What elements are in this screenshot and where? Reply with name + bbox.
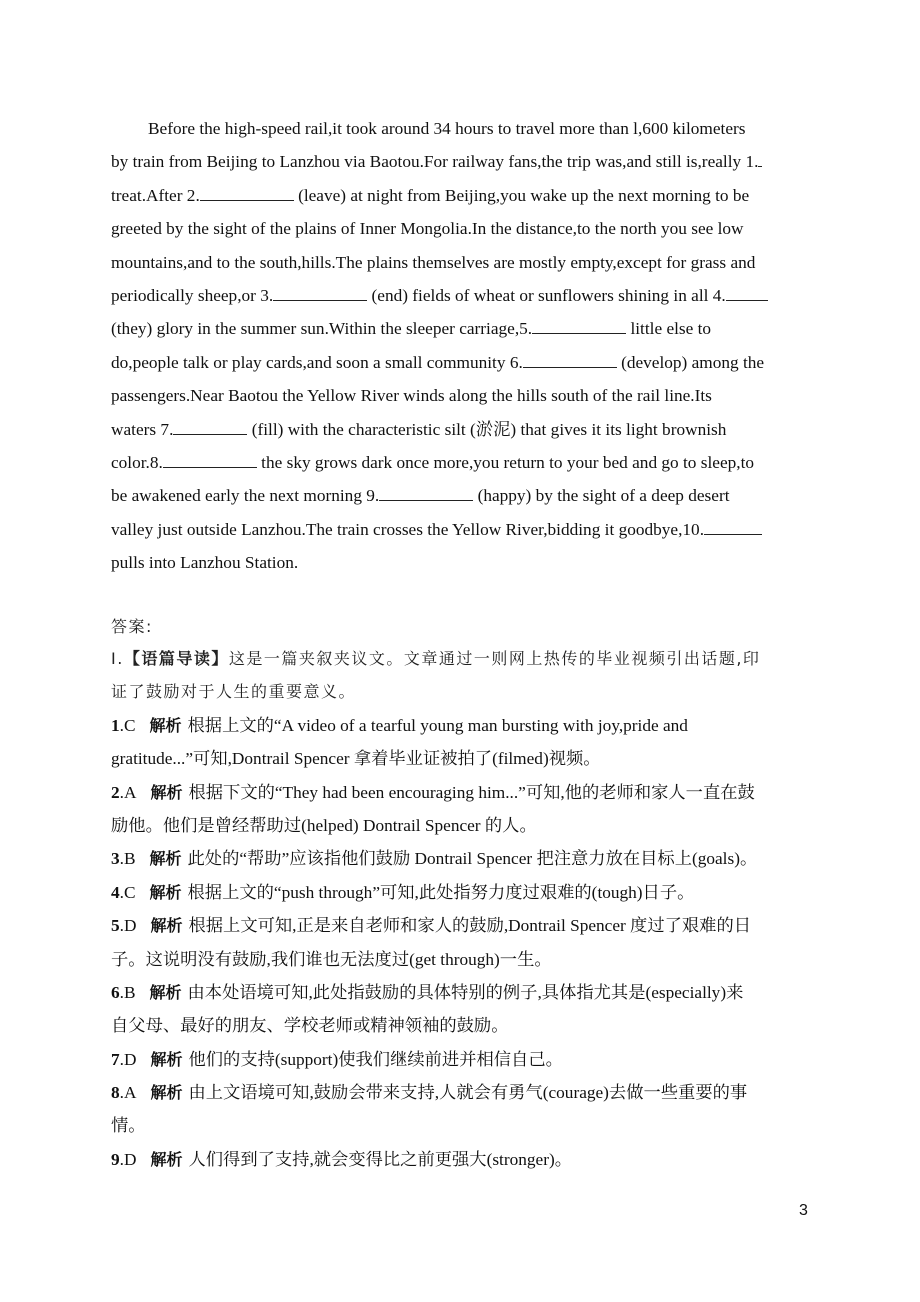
text: 根据上文可知,正是来自老师和家人的鼓励,Dontrail Spencer 度过了艰难的日 bbox=[188, 916, 752, 936]
answer-item-7 bbox=[111, 1043, 831, 1076]
answer-item-5 bbox=[111, 909, 831, 942]
text: pulls into Lanzhou Station. bbox=[111, 553, 299, 573]
answer-number: 5 bbox=[111, 916, 120, 936]
text: 证了鼓励对于人生的重要意义。 bbox=[111, 682, 357, 702]
text: 由本处语境可知,此处指鼓励的具体特别的例子,具体指尤其是(especially)来 bbox=[187, 982, 744, 1002]
answer-choice: .A bbox=[119, 1083, 137, 1103]
section-number: Ⅰ. bbox=[111, 649, 124, 668]
blank-9[interactable] bbox=[379, 485, 473, 501]
answer-number: 4 bbox=[111, 882, 120, 902]
answer-label: 答案: bbox=[111, 617, 153, 636]
text: 根据上文的“A video of a tearful young man bursting with joy,pride and bbox=[187, 715, 688, 735]
answer-number: 8 bbox=[111, 1083, 120, 1103]
text: passengers.Near Baotou the Yellow River winds along the hills south of the rail line.Its bbox=[111, 386, 712, 406]
analysis-keyword: 解析 bbox=[150, 916, 183, 936]
text: (develop) among the bbox=[616, 352, 765, 372]
text: (fill) with the characteristic silt (淤泥) that gives it its light brownish bbox=[247, 419, 727, 439]
text: 子。这说明没有鼓励,我们谁也无法度过(get through)一生。 bbox=[111, 949, 552, 969]
answer-choice: .C bbox=[119, 715, 136, 735]
text: treat.After 2. bbox=[111, 185, 200, 205]
answer-item-2-cont bbox=[111, 809, 831, 842]
passage-line bbox=[111, 346, 811, 379]
text: 由上文语境可知,鼓励会带来支持,人就会有勇气(courage)去做一些重要的事 bbox=[188, 1083, 748, 1103]
text: 人们得到了支持,就会变得比之前更强大(stronger)。 bbox=[188, 1149, 572, 1169]
answer-item-6-cont bbox=[111, 1009, 831, 1042]
answer-number: 7 bbox=[111, 1049, 120, 1069]
text: (end) fields of wheat or sunflowers shining in all 4. bbox=[367, 285, 726, 305]
answer-number: 6 bbox=[111, 982, 120, 1002]
reading-guide bbox=[111, 642, 831, 675]
answer-choice: .B bbox=[119, 982, 136, 1002]
analysis-keyword: 解析 bbox=[150, 1149, 183, 1169]
passage-line bbox=[111, 145, 811, 178]
text: greeted by the sight of the plains of Inner Mongolia.In the distance,to the north you see low bbox=[111, 219, 744, 239]
text: be awakened early the next morning 9. bbox=[111, 486, 380, 506]
answer-choice: .D bbox=[119, 1149, 137, 1169]
passage-line bbox=[111, 212, 811, 245]
passage-line bbox=[111, 112, 811, 145]
answer-item-1 bbox=[111, 709, 831, 742]
text: (happy) by the sight of a deep desert bbox=[473, 486, 730, 506]
analysis-keyword: 解析 bbox=[149, 882, 182, 902]
answer-item-5-cont bbox=[111, 943, 831, 976]
page-number: 3 bbox=[799, 1202, 808, 1219]
passage-line bbox=[111, 513, 811, 546]
blank-8[interactable] bbox=[163, 452, 257, 468]
text: do,people talk or play cards,and soon a small community 6. bbox=[111, 352, 523, 372]
answer-item-4 bbox=[111, 876, 831, 909]
text: 这是一篇夹叙夹议文。文章通过一则网上热传的毕业视频引出话题,印 bbox=[228, 649, 761, 668]
passage-line bbox=[111, 246, 811, 279]
text: 此处的“帮助”应该指他们鼓励 Dontrail Spencer 把注意力放在目标上(goals)。 bbox=[187, 849, 758, 869]
text: gratitude...”可知,Dontrail Spencer 拿着毕业证被拍了(filmed)视频。 bbox=[111, 749, 601, 769]
answer-item-1-cont bbox=[111, 742, 831, 775]
blank-5[interactable] bbox=[532, 318, 626, 334]
text: 自父母、最好的朋友、学校老师或精神领袖的鼓励。 bbox=[111, 1016, 509, 1036]
text: the sky grows dark once more,you return to your bed and go to sleep,to bbox=[256, 452, 755, 472]
blank-7[interactable] bbox=[173, 419, 247, 435]
reading-guide-cont bbox=[111, 675, 831, 708]
text: 他们的支持(support)使我们继续前进并相信自己。 bbox=[188, 1049, 563, 1069]
passage-line bbox=[111, 312, 811, 345]
text: periodically sheep,or 3. bbox=[111, 285, 274, 305]
passage-line bbox=[111, 479, 811, 512]
answer-item-2 bbox=[111, 776, 831, 809]
blank-6[interactable] bbox=[523, 352, 617, 368]
analysis-keyword: 解析 bbox=[150, 1083, 183, 1103]
answer-item-8-cont bbox=[111, 1109, 831, 1142]
answer-number: 3 bbox=[111, 849, 120, 869]
blank-4[interactable] bbox=[726, 285, 768, 301]
blank-3[interactable] bbox=[273, 285, 367, 301]
answer-item-6 bbox=[111, 976, 831, 1009]
passage-line bbox=[111, 179, 811, 212]
text: 根据上文的“push through”可知,此处指努力度过艰难的(tough)日子。 bbox=[187, 882, 695, 902]
answer-choice: .C bbox=[119, 882, 136, 902]
answer-number: 9 bbox=[111, 1149, 120, 1169]
analysis-keyword: 解析 bbox=[150, 782, 183, 802]
text: color.8. bbox=[111, 452, 163, 472]
text: mountains,and to the south,hills.The plains themselves are mostly empty,except for grass and bbox=[111, 252, 756, 272]
text: 根据下文的“They had been encouraging him...”可知,他的老师和家人一直在鼓 bbox=[188, 782, 755, 802]
answer-number: 2 bbox=[111, 782, 120, 802]
answer-choice: .A bbox=[119, 782, 137, 802]
analysis-keyword: 解析 bbox=[150, 1049, 183, 1069]
text: waters 7. bbox=[111, 419, 174, 439]
text: valley just outside Lanzhou.The train crosses the Yellow River,bidding it goodbye,10. bbox=[111, 519, 705, 539]
text: Before the high-speed rail,it took around 34 hours to travel more than l,600 kilometers bbox=[148, 119, 746, 138]
blank-2[interactable] bbox=[200, 185, 294, 201]
answer-choice: .D bbox=[119, 1049, 137, 1069]
answer-item-9 bbox=[111, 1143, 831, 1176]
reading-guide-tag: 【语篇导读】 bbox=[123, 649, 229, 668]
text: little else to bbox=[626, 319, 712, 339]
passage-line bbox=[111, 379, 811, 412]
text: (they) glory in the summer sun.Within the sleeper carriage,5. bbox=[111, 319, 533, 339]
analysis-keyword: 解析 bbox=[149, 715, 182, 735]
blank-1[interactable] bbox=[758, 151, 762, 167]
answer-item-8 bbox=[111, 1076, 831, 1109]
text: by train from Beijing to Lanzhou via Baotou.For railway fans,the trip was,and still is,really 1. bbox=[111, 152, 759, 172]
analysis-keyword: 解析 bbox=[149, 849, 182, 869]
passage-line bbox=[111, 413, 811, 446]
passage-line bbox=[111, 279, 811, 312]
answer-number: 1 bbox=[111, 715, 120, 735]
text: (leave) at night from Beijing,you wake up the next morning to be bbox=[293, 185, 750, 205]
text: 励他。他们是曾经帮助过(helped) Dontrail Spencer 的人。 bbox=[111, 815, 537, 835]
passage bbox=[111, 112, 811, 579]
answer-choice: .D bbox=[119, 916, 137, 936]
passage-line bbox=[111, 546, 811, 579]
passage-line bbox=[111, 446, 811, 479]
answer-section bbox=[111, 612, 831, 1176]
answer-choice: .B bbox=[119, 849, 136, 869]
blank-10[interactable] bbox=[704, 519, 762, 535]
analysis-keyword: 解析 bbox=[149, 982, 182, 1002]
text: 情。 bbox=[111, 1116, 146, 1136]
answer-item-3 bbox=[111, 842, 831, 875]
